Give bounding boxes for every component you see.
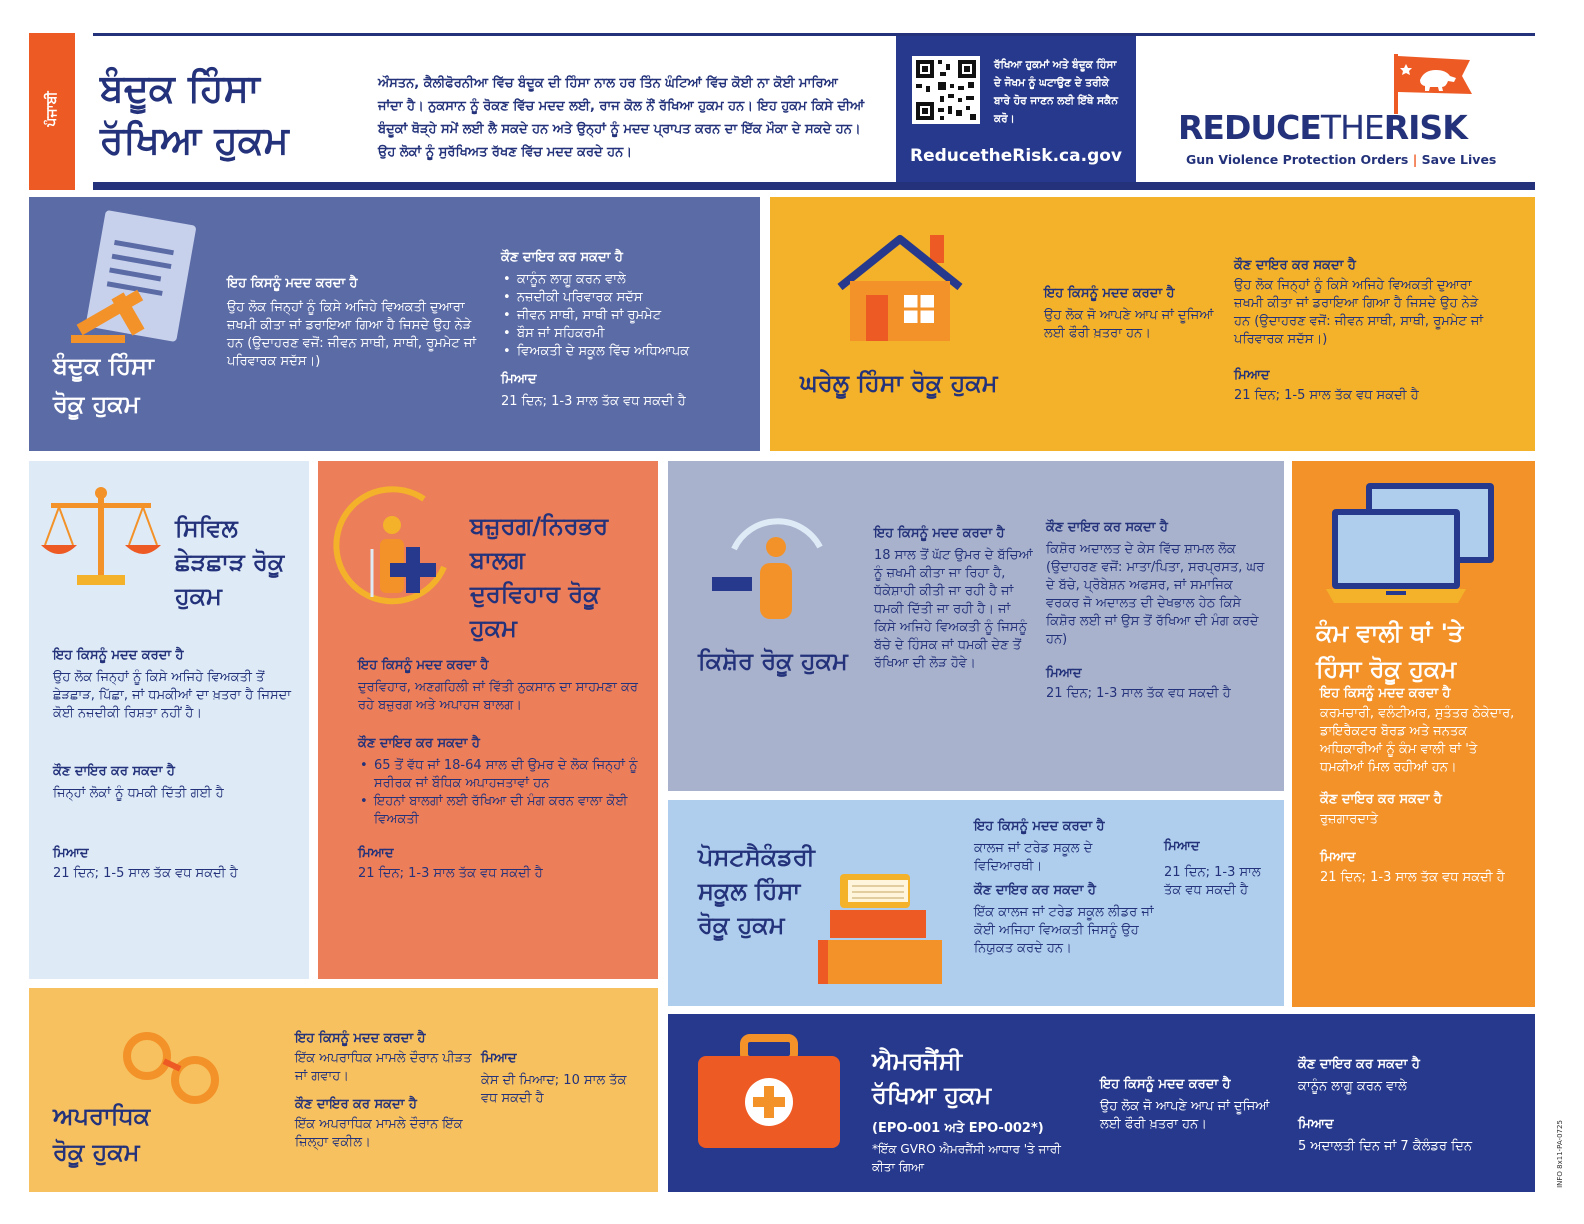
workplace-helps-label: ਇਹ ਕਿਸਨੂੰ ਮਦਦ ਕਰਦਾ ਹੈ <box>1320 686 1451 701</box>
postsecondary-who-text: ਇੱਕ ਕਾਲਜ ਜਾਂ ਟਰੇਡ ਸਕੂਲ ਲੀਡਰ ਜਾਂ ਕੋਈ ਅਜਿਹਾ ਵਿਅਕਤੀ ਜਿਸਨੂੰ ਉਹ ਨਿਯੁਕਤ ਕਰਦੇ ਹਨ। <box>974 905 1154 956</box>
elder-duration-label: ਮਿਆਦ <box>358 846 394 861</box>
emergency-helps-text: ਉਹ ਲੋਕ ਜੋ ਆਪਣੇ ਆਪ ਜਾਂ ਦੂਜਿਆਂ ਲਈ ਫੌਰੀ ਖ਼ਤਰਾ ਹਨ। <box>1100 1099 1270 1132</box>
criminal-who-text: ਇੱਕ ਅਪਰਾਧਿਕ ਮਾਮਲੇ ਦੌਰਾਨ ਇੱਕ ਜ਼ਿਲ੍ਹਾ ਵਕੀਲ। <box>295 1117 463 1150</box>
elder-title-line3: ਦੁਰਵਿਹਾਰ ਰੋਕੂ <box>470 580 600 608</box>
criminal-title-line2: ਰੋਕੂ ਹੁਕਮ <box>53 1138 140 1166</box>
civil-duration-label: ਮਿਆਦ <box>53 846 89 861</box>
gun-who-list <box>501 271 751 361</box>
elder-who-list <box>358 757 640 829</box>
workplace-who-text: ਰੁਜ਼ਗਾਰਦਾਤੇ <box>1320 812 1379 827</box>
qr-code-icon[interactable] <box>912 56 980 124</box>
emergency-title-line1: ਐਮਰਜੈਂਸੀ <box>872 1047 963 1075</box>
language-tab-label: ਪੰਜਾਬੀ <box>44 91 60 127</box>
page-title-line1: ਬੰਦੂਕ ਹਿੰਸਾ <box>100 66 260 110</box>
criminal-title <box>53 1098 150 1170</box>
domestic-title: ਘਰੇਲੂ ਹਿੰਸਾ ਰੋਕੂ ਹੁਕਮ <box>800 369 998 397</box>
page-title <box>100 62 360 166</box>
header <box>0 0 1584 195</box>
postsecondary-who-label: ਕੌਣ ਦਾਇਰ ਕਰ ਸਕਦਾ ਹੈ <box>974 883 1096 898</box>
elder-helps-text: ਦੁਰਵਿਹਾਰ, ਅਣਗਹਿਲੀ ਜਾਂ ਵਿੱਤੀ ਨੁਕਸਾਨ ਦਾ ਸਾਹਮਣਾ ਕਰ ਰਹੇ ਬਜ਼ੁਰਗ ਅਤੇ ਅਪਾਹਜ ਬਾਲਗ। <box>358 680 638 713</box>
criminal-helps-text: ਇੱਕ ਅਪਰਾਧਿਕ ਮਾਮਲੇ ਦੌਰਾਨ ਪੀੜਤ ਜਾਂ ਗਵਾਹ। <box>295 1051 472 1084</box>
elder-person-plus-icon <box>332 485 456 609</box>
qr-instruction: ਰੱਖਿਆ ਹੁਕਮਾਂ ਅਤੇ ਬੰਦੂਕ ਹਿੰਸਾ ਦੇ ਜੋਖਮ ਨੂੰ ਘਟਾਉਣ ਦੇ ਤਰੀਕੇ ਬਾਰੇ ਹੋਰ ਜਾਣਨ ਲਈ ਇੱਥੇ ਸਕੈਨ ਕਰੋ। <box>994 59 1118 125</box>
list-item: • ਬੌਸ ਜਾਂ ਸਹਿਕਰਮੀ <box>501 325 751 343</box>
card-criminal <box>29 988 658 1192</box>
qr-panel <box>896 36 1136 182</box>
list-item: • ਵਿਅਕਤੀ ਦੇ ਸਕੂਲ ਵਿੱਚ ਅਧਿਆਪਕ <box>501 343 751 361</box>
brand-risk: RISK <box>1383 108 1467 147</box>
list-item: • ਜੀਵਨ ਸਾਥੀ, ਸਾਥੀ ਜਾਂ ਰੂਮਮੇਟ <box>501 307 751 325</box>
civil-helps-text: ਉਹ ਲੋਕ ਜਿਨ੍ਹਾਂ ਨੂੰ ਕਿਸੇ ਅਜਿਹੇ ਵਿਅਕਤੀ ਤੋਂ ਛੇੜਛਾੜ, ਪਿੱਛਾ, ਜਾਂ ਧਮਕੀਆਂ ਦਾ ਖ਼ਤਰਾ ਹੈ ਜਿਸਦਾ ਕੋਈ ਨਜ਼ਦੀਕੀ ਰਿਸ਼ਤਾ ਨਹੀਂ ਹੈ। <box>53 670 291 721</box>
elder-helps-label: ਇਹ ਕਿਸਨੂੰ ਮਦਦ ਕਰਦਾ ਹੈ <box>358 658 489 673</box>
list-item: • ਕਾਨੂੰਨ ਲਾਗੂ ਕਰਨ ਵਾਲੇ <box>501 271 751 289</box>
domestic-duration-text: 21 ਦਿਨ; 1-5 ਸਾਲ ਤੱਕ ਵਧ ਸਕਦੀ ਹੈ <box>1234 388 1419 403</box>
workplace-duration-label: ਮਿਆਦ <box>1320 850 1356 865</box>
tagline-right: Save Lives <box>1421 152 1497 167</box>
emergency-codes: (EPO-001 ਅਤੇ EPO-002*) <box>872 1121 1044 1136</box>
juvenile-who-label: ਕੌਣ ਦਾਇਰ ਕਰ ਸਕਦਾ ਹੈ <box>1046 520 1168 535</box>
civil-title-line3: ਹੁਕਮ <box>175 582 222 610</box>
card-juvenile <box>668 461 1284 791</box>
elder-duration-text: 21 ਦਿਨ; 1-3 ਸਾਲ ਤੱਕ ਵਧ ਸਕਦੀ ਹੈ <box>358 866 543 881</box>
header-bottom-rule <box>93 182 1535 190</box>
postsecondary-title-line3: ਰੋਕੂ ਹੁਕਮ <box>698 911 785 939</box>
workplace-title-line1: ਕੰਮ ਵਾਲੀ ਥਾਂ 'ਤੇ <box>1316 619 1464 647</box>
elder-title-line2: ਬਾਲਗ <box>470 546 525 574</box>
list-item: • ਇਹਨਾਂ ਬਾਲਗਾਂ ਲਈ ਰੱਖਿਆ ਦੀ ਮੰਗ ਕਰਨ ਵਾਲਾ ਕੋਈ ਵਿਅਕਤੀ <box>358 793 640 829</box>
workplace-duration-text: 21 ਦਿਨ; 1-3 ਸਾਲ ਤੱਕ ਵਧ ਸਕਦੀ ਹੈ <box>1320 870 1505 885</box>
workplace-title <box>1316 615 1463 687</box>
brand-reduce: REDUCE <box>1178 108 1321 147</box>
card-domestic-violence <box>770 197 1535 451</box>
gun-helps-text: ਉਹ ਲੋਕ ਜਿਨ੍ਹਾਂ ਨੂੰ ਕਿਸੇ ਅਜਿਹੇ ਵਿਅਕਤੀ ਦੁਆਰਾ ਜ਼ਖਮੀ ਕੀਤਾ ਜਾਂ ਡਰਾਇਆ ਗਿਆ ਹੈ ਜਿਸਦੇ ਉਹ ਨੇੜੇ ਹਨ (ਉਦਾਹਰਣ ਵਜੋਂ: ਜੀਵਨ ਸਾਥੀ, ਸਾਥੀ, ਰੂਮਮੇਟ ਜਾਂ ਪਰਿਵਾਰਕ ਸਦੱਸ।) <box>227 300 477 369</box>
card-elder-abuse <box>318 461 658 979</box>
brand-wordmark <box>1178 108 1467 147</box>
criminal-helps-label: ਇਹ ਕਿਸਨੂੰ ਮਦਦ ਕਰਦਾ ਹੈ <box>295 1031 426 1046</box>
postsecondary-title-line1: ਪੋਸਟਸੈਕੰਡਰੀ <box>698 843 815 871</box>
civil-title-line2: ਛੇੜਛਾੜ ਰੋਕੂ <box>175 548 285 576</box>
postsecondary-duration-label: ਮਿਆਦ <box>1164 839 1200 854</box>
criminal-duration-text: ਕੇਸ ਦੀ ਮਿਆਦ; 10 ਸਾਲ ਤੱਕ ਵਧ ਸਕਦੀ ਹੈ <box>481 1073 627 1106</box>
books-icon <box>818 870 946 988</box>
gun-title-line1: ਬੰਦੂਕ ਹਿੰਸਾ <box>53 352 154 380</box>
postsecondary-helps-label: ਇਹ ਕਿਸਨੂੰ ਮਦਦ ਕਰਦਾ ਹੈ <box>974 819 1105 834</box>
first-aid-kit-icon <box>694 1034 844 1152</box>
gun-duration-label: ਮਿਆਦ <box>501 372 537 387</box>
card-emergency <box>668 1014 1535 1192</box>
gun-helps-label: ਇਹ ਕਿਸਨੂੰ ਮਦਦ ਕਰਦਾ ਹੈ <box>227 276 358 291</box>
intro-text: ਔਸਤਨ, ਕੈਲੀਫੋਰਨੀਆ ਵਿੱਚ ਬੰਦੂਕ ਦੀ ਹਿੰਸਾ ਨਾਲ ਹਰ ਤਿੰਨ ਘੰਟਿਆਂ ਵਿੱਚ ਕੋਈ ਨਾ ਕੋਈ ਮਾਰਿਆ ਜਾਂਦਾ ਹੈ। ਨੁਕਸਾਨ ਨੂੰ ਰੋਕਣ ਵਿੱਚ ਮਦਦ ਲਈ, ਰਾਜ ਕੋਲ ਨੌਂ ਰੱਖਿਆ ਹੁਕਮ ਹਨ। ਇਹ ਹੁਕਮ ਕਿਸੇ ਦੀਆਂ ਬੰਦੂਕਾਂ ਥੋੜ੍ਹੇ ਸਮੇਂ ਲਈ ਲੈ ਸਕਦੇ ਹਨ ਅਤੇ ਉਨ੍ਹਾਂ ਨੂੰ ਮਦਦ ਪ੍ਰਾਪਤ ਕਰਨ ਦਾ ਇੱਕ ਮੌਕਾ ਦੇ ਸਕਦੇ ਹਨ। ਉਹ ਲੋਕਾਂ ਨੂੰ ਸੁਰੱਖਿਅਤ ਰੱਖਣ ਵਿੱਚ ਮਦਦ ਕਰਦੇ ਹਨ। <box>378 76 865 160</box>
website-link[interactable]: ReducetheRisk.ca.gov <box>910 146 1122 166</box>
emergency-who-text: ਕਾਨੂੰਨ ਲਾਗੂ ਕਰਨ ਵਾਲੇ <box>1298 1079 1407 1094</box>
gun-title-line2: ਰੋਕੂ ਹੁਕਮ <box>53 390 140 418</box>
workplace-title-line2: ਹਿੰਸਾ ਰੋਕੂ ਹੁਕਮ <box>1316 655 1457 683</box>
language-tab <box>29 33 75 190</box>
card-gun-violence <box>29 197 760 451</box>
domestic-helps-label: ਇਹ ਕਿਸਨੂੰ ਮਦਦ ਕਰਦਾ ਹੈ <box>1044 286 1175 301</box>
elder-title-line4: ਹੁਕਮ <box>470 614 517 642</box>
page-title-line2: ਰੱਖਿਆ ਹੁਕਮ <box>100 118 289 162</box>
criminal-title-line1: ਅਪਰਾਧਿਕ <box>53 1102 151 1130</box>
list-item: • ਨਜ਼ਦੀਕੀ ਪਰਿਵਾਰਕ ਸਦੱਸ <box>501 289 751 307</box>
brand-logo <box>1150 36 1535 182</box>
civil-duration-text: 21 ਦਿਨ; 1-5 ਸਾਲ ਤੱਕ ਵਧ ਸਕਦੀ ਹੈ <box>53 866 238 881</box>
elder-who-label: ਕੌਣ ਦਾਇਰ ਕਰ ਸਕਦਾ ਹੈ <box>358 736 480 751</box>
gun-duration-text: 21 ਦਿਨ; 1-3 ਸਾਲ ਤੱਕ ਵਧ ਸਕਦੀ ਹੈ <box>501 394 686 409</box>
card-postsecondary <box>668 800 1284 1006</box>
civil-title-line1: ਸਿਵਿਲ <box>175 514 238 542</box>
juvenile-who-text: ਕਿਸ਼ੋਰ ਅਦਾਲਤ ਦੇ ਕੇਸ ਵਿੱਚ ਸ਼ਾਮਲ ਲੋਕ (ਉਦਾਹਰਣ ਵਜੋਂ: ਮਾਤਾ/ਪਿਤਾ, ਸਰਪ੍ਰਸਤ, ਘਰ ਦੇ ਬੱਚੇ, ਪ੍ਰੋਬੇਸ਼ਨ ਅਫਸਰ, ਜਾਂ ਸਮਾਜਿਕ ਵਰਕਰ ਜੋ ਅਦਾਲਤ ਦੀ ਦੇਖਭਾਲ ਹੇਠ ਕਿਸੇ ਕਿਸ਼ੋਰ ਲਈ ਜਾਂ ਉਸ ਤੋਂ ਰੱਖਿਆ ਦੀ ਮੰਗ ਕਰਦੇ ਹਨ) <box>1046 542 1265 647</box>
civil-who-text: ਜਿਨ੍ਹਾਂ ਲੋਕਾਂ ਨੂੰ ਧਮਕੀ ਦਿੱਤੀ ਗਈ ਹੈ <box>53 786 224 801</box>
card-workplace <box>1292 461 1535 1007</box>
scales-of-justice-icon <box>39 485 163 589</box>
criminal-duration-label: ਮਿਆਦ <box>481 1051 517 1066</box>
emergency-duration-label: ਮਿਆਦ <box>1298 1117 1334 1132</box>
brand-the: THE <box>1320 108 1384 147</box>
tagline-left: Gun Violence Protection Orders <box>1186 152 1409 167</box>
emergency-who-label: ਕੌਣ ਦਾਇਰ ਕਰ ਸਕਦਾ ਹੈ <box>1298 1057 1420 1072</box>
laptops-icon <box>1326 479 1506 607</box>
postsecondary-title-line2: ਸਕੂਲ ਹਿੰਸਾ <box>698 877 801 905</box>
card-civil-harassment <box>29 461 309 979</box>
emergency-title-line2: ਰੱਖਿਆ ਹੁਕਮ <box>872 1081 992 1109</box>
juvenile-duration-label: ਮਿਆਦ <box>1046 666 1082 681</box>
postsecondary-duration-text: 21 ਦਿਨ; 1-3 ਸਾਲ ਤੱਕ ਵਧ ਸਕਦੀ ਹੈ <box>1164 865 1261 898</box>
domestic-who-text: ਉਹ ਲੋਕ ਜਿਨ੍ਹਾਂ ਨੂੰ ਕਿਸੇ ਅਜਿਹੇ ਵਿਅਕਤੀ ਦੁਆਰਾ ਜ਼ਖਮੀ ਕੀਤਾ ਜਾਂ ਡਰਾਇਆ ਗਿਆ ਹੈ ਜਿਸਦੇ ਉਹ ਨੇੜੇ ਹਨ (ਉਦਾਹਰਣ ਵਜੋਂ: ਜੀਵਨ ਸਾਥੀ, ਸਾਥੀ, ਰੂਮਮੇਟ ਜਾਂ ਪਰਿਵਾਰਕ ਸਦੱਸ।) <box>1234 278 1484 347</box>
domestic-duration-label: ਮਿਆਦ <box>1234 368 1270 383</box>
workplace-who-label: ਕੌਣ ਦਾਇਰ ਕਰ ਸਕਦਾ ਹੈ <box>1320 792 1442 807</box>
postsecondary-title <box>698 840 815 942</box>
footer-code: INFO 8x11-PA-0725 <box>1556 1120 1564 1188</box>
elder-title <box>470 509 608 645</box>
juvenile-duration-text: 21 ਦਿਨ; 1-3 ਸਾਲ ਤੱਕ ਵਧ ਸਕਦੀ ਹੈ <box>1046 686 1231 701</box>
workplace-helps-text: ਕਰਮਚਾਰੀ, ਵਲੰਟੀਅਰ, ਸੁਤੰਤਰ ਠੇਕੇਦਾਰ, ਡਾਇਰੈਕਟਰ ਬੋਰਡ ਅਤੇ ਜਨਤਕ ਅਧਿਕਾਰੀਆਂ ਨੂੰ ਕੰਮ ਵਾਲੀ ਥਾਂ 'ਤੇ ਧਮਕੀਆਂ ਮਿਲ ਰਹੀਆਂ ਹਨ। <box>1320 706 1515 775</box>
house-icon <box>834 231 966 343</box>
postsecondary-helps-text: ਕਾਲਜ ਜਾਂ ਟਰੇਡ ਸਕੂਲ ਦੇ ਵਿਦਿਆਰਥੀ। <box>974 841 1093 874</box>
tagline-divider: | <box>1412 152 1418 167</box>
juvenile-helps-text: 18 ਸਾਲ ਤੋਂ ਘੱਟ ਉਮਰ ਦੇ ਬੱਚਿਆਂ ਨੂੰ ਜ਼ਖਮੀ ਕੀਤਾ ਜਾ ਰਿਹਾ ਹੈ, ਧੱਕੇਸ਼ਾਹੀ ਕੀਤੀ ਜਾ ਰਹੀ ਹੈ ਜਾਂ ਧਮਕੀ ਦਿੱਤੀ ਜਾ ਰਹੀ ਹੈ। ਜਾਂ ਕਿਸੇ ਅਜਿਹੇ ਵਿਅਕਤੀ ਨੂੰ ਜਿਸਨੂੰ ਬੱਚੇ ਦੇ ਹਿੰਸਕ ਜਾਂ ਧਮਕੀ ਦੇਣ ਤੋਂ ਰੱਖਿਆ ਦੀ ਲੋੜ ਹੋਵੇ। <box>874 548 1033 671</box>
list-item: • 65 ਤੋਂ ਵੱਧ ਜਾਂ 18-64 ਸਾਲ ਦੀ ਉਮਰ ਦੇ ਲੋਕ ਜਿਨ੍ਹਾਂ ਨੂੰ ਸਰੀਰਕ ਜਾਂ ਬੌਧਿਕ ਅਪਾਹਜਤਾਵਾਂ ਹਨ <box>358 757 640 793</box>
document-gavel-icon <box>69 209 199 349</box>
gun-title <box>53 347 154 423</box>
emergency-note: *ਇੱਕ GVRO ਐਮਰਜੈਂਸੀ ਆਧਾਰ 'ਤੇ ਜਾਰੀ ਕੀਤਾ ਗਿਆ <box>872 1142 1061 1174</box>
civil-title <box>175 511 284 613</box>
gun-who-label: ਕੌਣ ਦਾਇਰ ਕਰ ਸਕਦਾ ਹੈ <box>501 250 623 265</box>
domestic-helps-text: ਉਹ ਲੋਕ ਜੋ ਆਪਣੇ ਆਪ ਜਾਂ ਦੂਜਿਆਂ ਲਈ ਫੌਰੀ ਖ਼ਤਰਾ ਹਨ। <box>1044 308 1214 341</box>
emergency-title <box>872 1044 991 1112</box>
domestic-who-label: ਕੌਣ ਦਾਇਰ ਕਰ ਸਕਦਾ ਹੈ <box>1234 258 1356 273</box>
youth-person-icon <box>708 507 836 625</box>
elder-title-line1: ਬਜ਼ੁਰਗ/ਨਿਰਭਰ <box>470 512 609 540</box>
flag-bear-icon <box>1392 50 1474 116</box>
brand-tagline <box>1186 152 1496 167</box>
civil-who-label: ਕੌਣ ਦਾਇਰ ਕਰ ਸਕਦਾ ਹੈ <box>53 764 175 779</box>
juvenile-helps-label: ਇਹ ਕਿਸਨੂੰ ਮਦਦ ਕਰਦਾ ਹੈ <box>874 526 1005 541</box>
civil-helps-label: ਇਹ ਕਿਸਨੂੰ ਮਦਦ ਕਰਦਾ ਹੈ <box>53 648 184 663</box>
juvenile-title: ਕਿਸ਼ੋਰ ਰੋਕੂ ਹੁਕਮ <box>698 647 848 675</box>
emergency-helps-label: ਇਹ ਕਿਸਨੂੰ ਮਦਦ ਕਰਦਾ ਹੈ <box>1100 1077 1231 1092</box>
criminal-who-label: ਕੌਣ ਦਾਇਰ ਕਰ ਸਕਦਾ ਹੈ <box>295 1097 417 1112</box>
emergency-duration-text: 5 ਅਦਾਲਤੀ ਦਿਨ ਜਾਂ 7 ਕੈਲੰਡਰ ਦਿਨ <box>1298 1139 1473 1154</box>
